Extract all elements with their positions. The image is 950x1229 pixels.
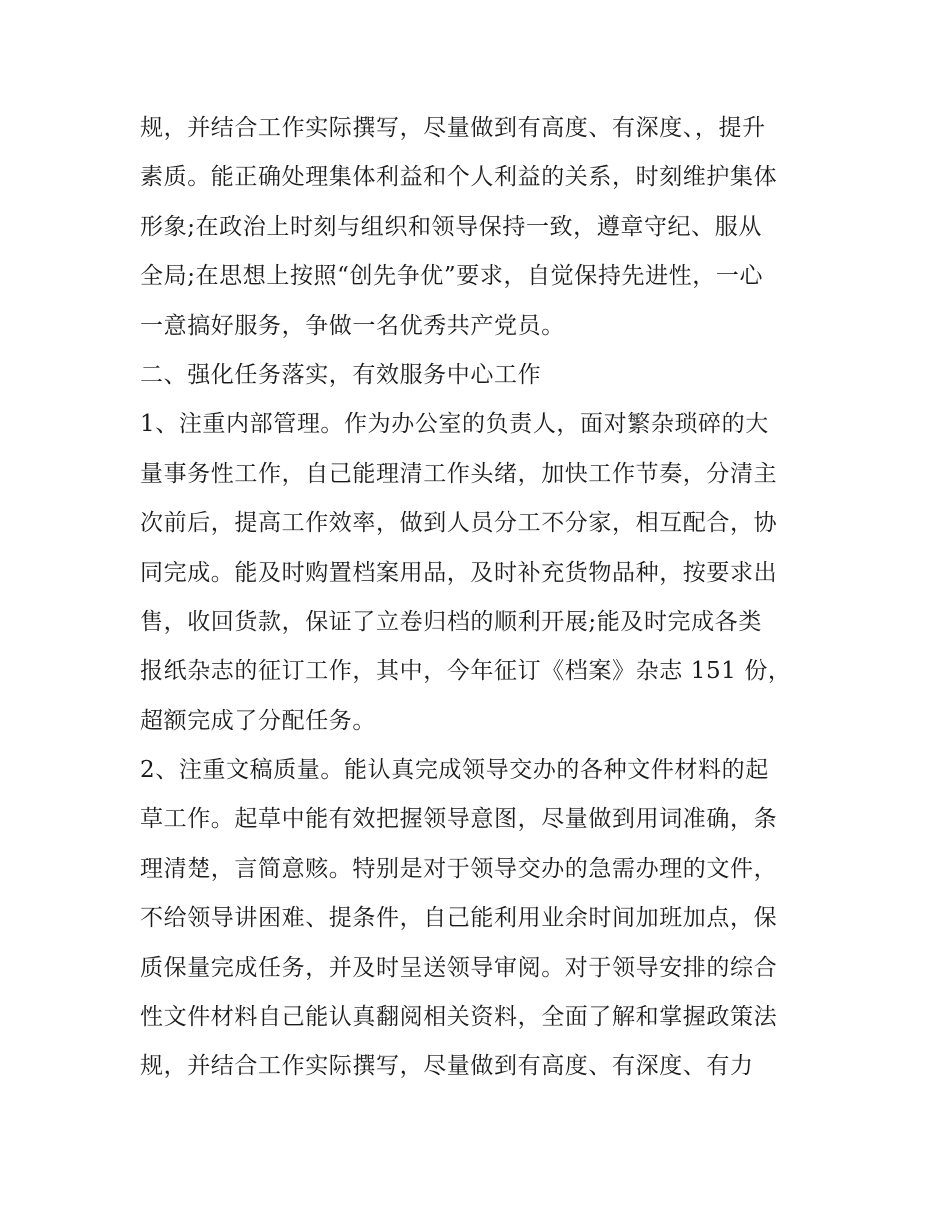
text-line: 一意搞好服务，争做一名优秀共产党员。 (140, 312, 565, 339)
text-line: 报纸杂志的征订工作，其中，今年征订《档案》杂志 151 份， (140, 658, 792, 685)
text-line: 次前后，提高工作效率，做到人员分工不分家，相互配合，协 (140, 510, 778, 537)
text-line: 素质。能正确处理集体利益和个人利益的关系，时刻维护集体 (140, 164, 778, 191)
section-heading: 二、强化任务落实，有效服务中心工作 (140, 361, 542, 388)
text-line: 同完成。能及时购置档案用品，及时补充货物品种，按要求出 (140, 559, 778, 586)
text-line: 形象;在政治上时刻与组织和领导保持一致，遵章守纪、服从 (140, 213, 762, 240)
text-line: 草工作。起草中能有效把握领导意图，尽量做到用词准确，条 (140, 806, 778, 833)
text-line: 量事务性工作，自己能理清工作头绪，加快工作节奏，分清主 (140, 460, 778, 487)
text-line: 规，并结合工作实际撰写，尽量做到有高度、有深度、有力 (140, 1053, 754, 1080)
document-body (140, 104, 820, 1092)
text-line: 全局;在思想上按照“创先争优”要求，自觉保持先进性，一心 (140, 263, 764, 290)
text-line: 质保量完成任务，并及时呈送领导审阅。对于领导安排的综合 (140, 954, 778, 981)
text-line: 超额完成了分配任务。 (140, 707, 376, 734)
text-line: 售，收回货款，保证了立卷归档的顺利开展;能及时完成各类 (140, 608, 762, 635)
text-line: 性文件材料自己能认真翻阅相关资料，全面了解和掌握政策法 (140, 1004, 778, 1031)
text-line: 2、注重文稿质量。能认真完成领导交办的各种文件材料的起 (140, 757, 769, 784)
text-line: 规，并结合工作实际撰写，尽量做到有高度、有深度、，提升 (140, 115, 766, 141)
text-line: 不给领导讲困难、提条件，自己能利用业余时间加班加点，保 (140, 905, 778, 932)
text-line: 理清楚，言简意赅。特别是对于领导交办的急需办理的文件， (140, 855, 778, 882)
text-line: 1、注重内部管理。作为办公室的负责人，面对繁杂琐碎的大 (140, 411, 769, 438)
